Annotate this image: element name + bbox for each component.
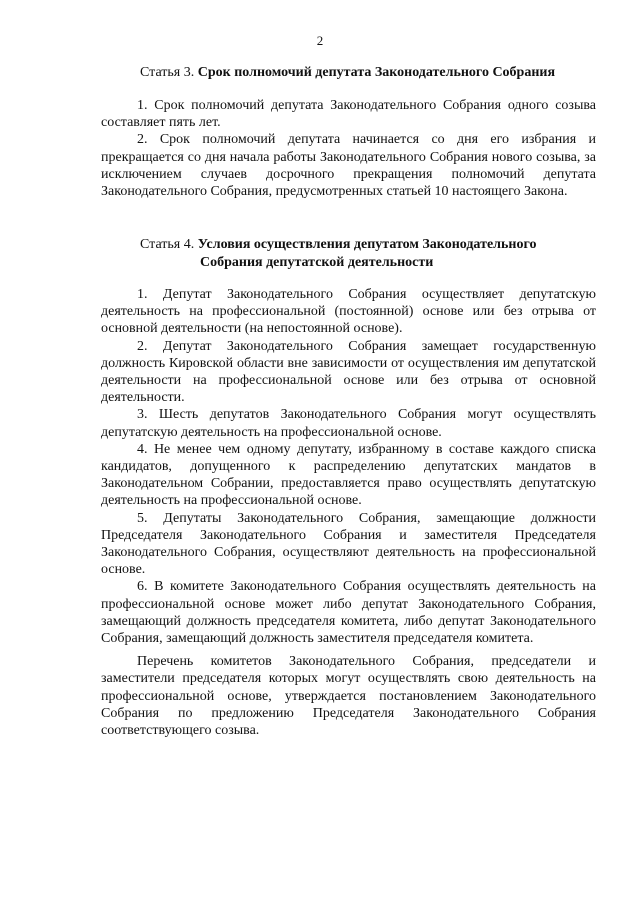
article-3-number: Статья 3. [140,65,198,80]
article-4-paragraph-1: 1. Депутат Законодательного Собрания осуществляет депутатскую деятельность на профессиональной (постоянной) основе или без отрыва от основной деятельности (на непостоянной основе). [101,287,596,337]
article-3-paragraph-2: 2. Срок полномочий депутата начинается со дня его избрания и прекращается со дня начала работы Законодательного Собрания нового созыва, за исключением случаев досрочного прекращения полномочий депутата Законодательного Собрания, предусмотренных статьей 10 настоящего Закона. [101,132,596,200]
article-4-paragraph-3: 3. Шесть депутатов Законодательного Собрания могут осуществлять депутатскую деятельность на профессиональной основе. [101,407,596,440]
article-3-heading [140,64,600,82]
article-4-closing-paragraph: Перечень комитетов Законодательного Собрания, председатели и заместители председателя которых могут осуществлять свою деятельность на профессиональной основе, утверждается постановлением Законодательного Собрания по предложению Председателя Законодательного Собрания соответствующего созыва. [101,654,596,739]
article-4-paragraph-4: 4. Не менее чем одному депутату, избранному в составе каждого списка кандидатов, допущенного к распределению депутатских мандатов в Законодательном Собрании, предоставляется право осуществлять депутатскую деятельность на профессиональной основе. [101,441,596,509]
article-4-paragraph-2: 2. Депутат Законодательного Собрания замещает государственную должность Кировской области вне зависимости от осуществления им депутатской деятельности на профессиональной основе или без отрыва от основной деятельности. [101,338,596,406]
article-4-paragraph-6: 6. В комитете Законодательного Собрания осуществлять деятельность на профессиональной основе может либо депутат Законодательного Собрания, замещающий должность председателя комитета, либо депутат Законодательного Собрания, замещающий должность заместителя председателя комитета. [101,579,596,647]
article-4-title-line-2: Собрания депутатской деятельности [200,255,434,270]
article-3-title: Срок полномочий депутата Законодательного Собрания [197,65,556,80]
article-4-heading [140,236,580,272]
article-4-number: Статья 4. [140,237,198,252]
article-4-body [101,286,596,739]
article-4-title-line-1: Условия осуществления депутатом Законодательного [197,237,537,252]
page-number: 2 [316,33,324,48]
article-3-body [101,97,596,200]
article-3-paragraph-1: 1. Срок полномочий депутата Законодательного Собрания одного созыва составляет пять лет. [101,98,596,131]
article-4-paragraph-5: 5. Депутаты Законодательного Собрания, замещающие должности Председателя Законодательного Собрания и заместителя Председателя Законодательного Собрания, осуществляют деятельность на профессиональной основе. [101,510,596,578]
